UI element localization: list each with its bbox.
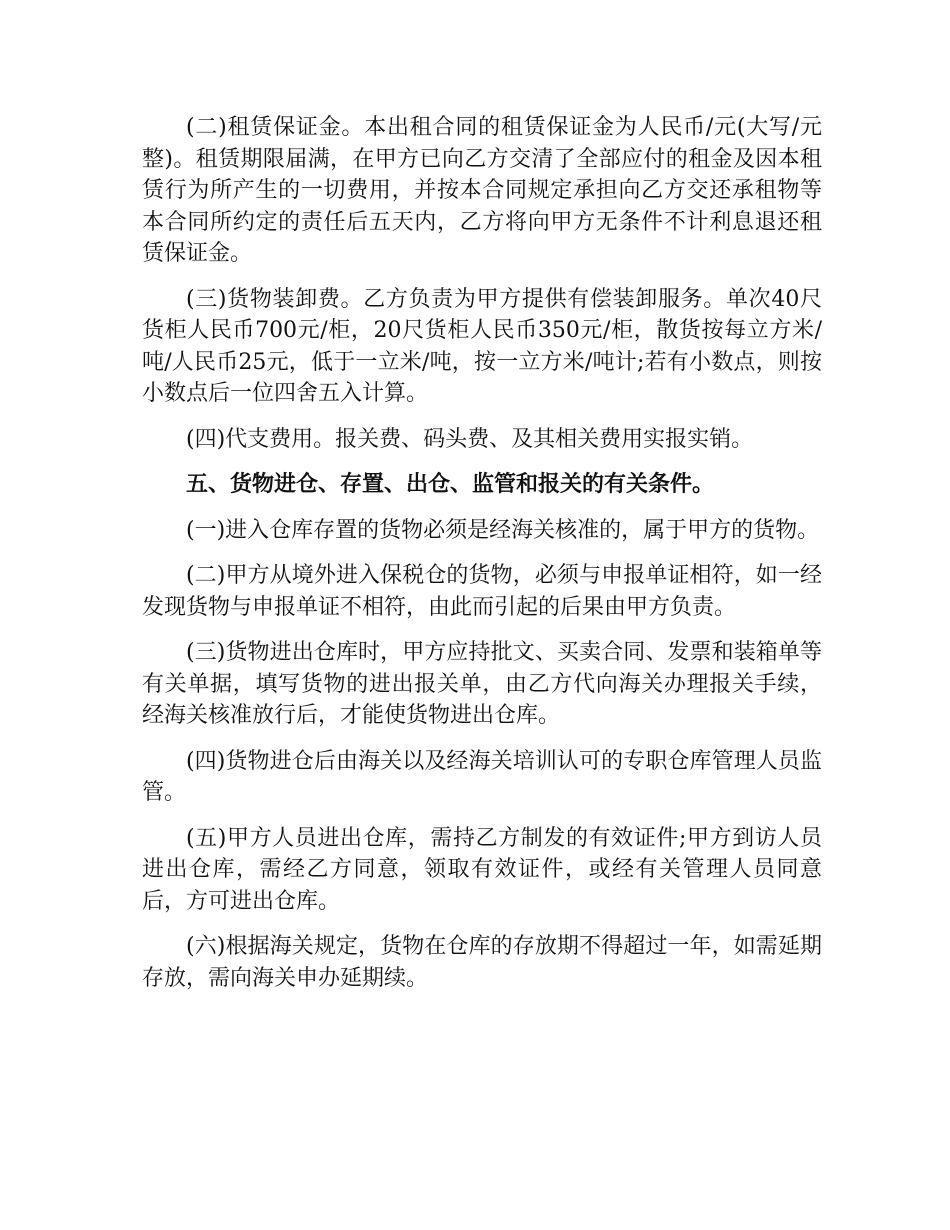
clause-declaration-match: (二)甲方从境外进入保税仓的货物，必须与申报单证相符，如一经发现货物与申报单证不相符，由此而引起的后果由甲方负责。 bbox=[142, 563, 822, 620]
clause-documents-required: (三)货物进出仓库时，甲方应持批文、买卖合同、发票和装箱单等有关单据，填写货物的进出报关单，由乙方代向海关办理报关手续，经海关核准放行后，才能使货物进出仓库。 bbox=[142, 640, 822, 728]
document-body bbox=[142, 112, 822, 1008]
clause-deposit: (二)租赁保证金。本出租合同的租赁保证金为人民币/元(大写/元整)。租赁期限届满，在甲方已向乙方交清了全部应付的租金及因本租赁行为所产生的一切费用，并按本合同规定承担向乙方交还承租物等本合同所约定的责任后五天内，乙方将向甲方无条件不计利息退还租赁保证金。 bbox=[142, 115, 822, 266]
clause-storage-period: (六)根据海关规定，货物在仓库的存放期不得超过一年，如需延期存放，需向海关申办延期续。 bbox=[142, 934, 822, 991]
clause-supervision: (四)货物进仓后由海关以及经海关培训认可的专职仓库管理人员监管。 bbox=[142, 748, 822, 805]
section-heading-five: 五、货物进仓、存置、出仓、监管和报关的有关条件。 bbox=[186, 471, 715, 497]
clause-disbursements: (四)代支费用。报关费、码头费、及其相关费用实报实销。 bbox=[186, 426, 754, 452]
clause-personnel-access: (五)甲方人员进出仓库，需持乙方制发的有效证件;甲方到访人员进出仓库，需经乙方同意，领取有效证件，或经有关管理人员同意后，方可进出仓库。 bbox=[142, 825, 822, 914]
clause-loading-fee: (三)货物装卸费。乙方负责为甲方提供有偿装卸服务。单次40尺货柜人民币700元/柜，20尺货柜人民币350元/柜，散货按每立方米/吨/人民币25元，低于一立米/吨，按一立方米/吨计;若有小数点，则按小数点后一位四舍五入计算。 bbox=[142, 286, 822, 406]
clause-goods-approved: (一)进入仓库存置的货物必须是经海关核准的，属于甲方的货物。 bbox=[186, 517, 820, 543]
